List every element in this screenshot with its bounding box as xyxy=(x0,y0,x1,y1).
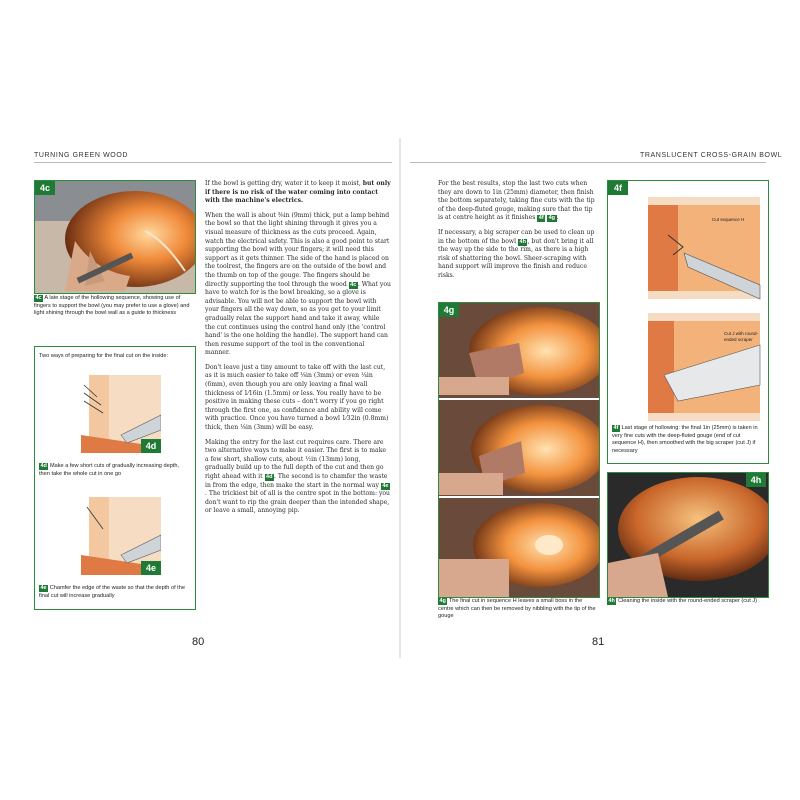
diagram-4f xyxy=(607,180,769,464)
paragraph xyxy=(205,180,391,206)
diagram-box-4d-4e xyxy=(34,346,196,610)
diagram-4d xyxy=(69,375,161,453)
text-run: For the best results, stop the last two cuts when they are down to 1in (25mm) diameter, then finish the bottom separately, taking fine cuts with the tip of the deep-fluted gouge, making sure that the tip is at centre height as it finishes xyxy=(438,180,595,222)
caption-text: Cleaning the inside with the round-ended scraper (cut J) xyxy=(617,598,757,604)
caption-text: Make a few short cuts of gradually increasing depth, then take the whole cut in one go xyxy=(39,463,180,477)
caption-tag: 4d xyxy=(40,463,47,469)
diagram-4e-label: 4e xyxy=(141,561,161,575)
diagram-4e xyxy=(69,497,161,575)
photo-4c xyxy=(34,180,196,294)
caption-tag: 4e xyxy=(40,585,47,591)
right-text-column xyxy=(438,180,598,287)
text-run: If necessary, a big scraper can be used to clean up in the bottom of the bowl xyxy=(438,228,595,245)
paragraph: Don't leave just a tiny amount to take off with the last cut, as it is much easier to take off ⅛in (3mm) or even ¼in (6mm), even though you are only leaving a final wall thickness of 1⁄16in (1.5mm) or less. You really have to be positive in making these cuts – don't worry if you go right through the first one, as confidence and ability will come with practice. Once you have turned a bowl 1⁄32in (0.8mm) thick, then ⅛in (3mm) will be easy. xyxy=(205,363,389,432)
bold-warning: but only if there is no risk of the water coming into contact with the machine's electrics. xyxy=(205,180,391,205)
caption-tag: 4h xyxy=(608,598,615,604)
figure-ref: 4g xyxy=(548,215,556,222)
caption-tag: 4f xyxy=(613,425,619,431)
paragraph xyxy=(205,212,391,358)
text-run: If the bowl is getting dry, water it to keep it moist, xyxy=(205,180,363,187)
caption-text: Chamfer the edge of the waste so that the depth of the final cut will increase gradually xyxy=(39,585,185,599)
photo-4h-caption xyxy=(607,598,767,606)
text-run: . The second is to chamfer the waste in from the edge, then make the start in the normal way xyxy=(205,473,388,489)
paragraph xyxy=(438,180,598,223)
diagram-4f-caption xyxy=(612,425,764,455)
photo-4c-caption xyxy=(34,295,194,318)
text-run: Making the entry for the last cut requires care. There are two alternative ways to make it easier. The first is to make a few short, shallow cuts, about ½in (13mm) long, gradually build up to the full depth of the cut and then go right ahead with it xyxy=(205,438,386,480)
photo-4g-caption xyxy=(438,598,598,621)
caption-text: Last stage of hollowing: the final 1in (25mm) is taken in very fine cuts with the deep-fluted gouge (end of cut sequence H), then smoothed with the big scraper (cut J) if necessary xyxy=(612,425,758,454)
figure-ref: 4d xyxy=(266,474,273,480)
text-run: . xyxy=(556,214,559,222)
diagram-4d-caption xyxy=(39,463,191,478)
photo-4g-label: 4g xyxy=(439,303,459,317)
diagram-4f-label: 4f xyxy=(608,181,628,195)
left-running-head: TURNING GREEN WOOD xyxy=(34,152,129,159)
photo-4g xyxy=(438,302,600,598)
photo-4h-label: 4h xyxy=(746,473,766,487)
text-run: When the wall is about ⅜in (9mm) thick, put a lamp behind the bowl so that the light shining through it gives you a visual measure of thickness as the cuts proceed. Again, watch the electrical safety. This is also a good point to start supporting the bowl with your fingers; it will need this support as it gets thinner. The side of the hand is placed on the toolrest, the fingers are on the outside of the bowl and the thumb on top of the gouge. The fingers should be directly supporting the tool through the wood xyxy=(205,211,390,288)
text-run: . The trickiest bit of all is the centre spot in the bottom: you don't want to rip the grain deeper than the intended shape, or leave a small, annoying pip. xyxy=(205,490,390,515)
paragraph xyxy=(438,229,598,281)
paragraph xyxy=(205,439,391,516)
left-page-number: 80 xyxy=(192,636,205,648)
right-page-number: 81 xyxy=(592,636,605,648)
photo-4h xyxy=(607,472,769,598)
left-header-rule xyxy=(34,162,392,163)
text-run: . What you have to watch for is the bowl breaking, so a glove is advisable. You will not be able to support the bowl with your fingers all the way down, so as you get to your limit gradually relax the support hand and take it away, while the cut continues using the control hand only (the 'control hand' is the one holding the handle). The support hand can then resume support of the tool in the conventional manner. xyxy=(205,280,391,357)
right-header-rule xyxy=(410,162,766,163)
book-spine xyxy=(399,138,401,658)
left-text-column xyxy=(205,180,391,522)
caption-text: A late stage of the hollowing sequence, showing use of fingers to support the bowl (you may prefer to use a glove) and light shining through the bowl wall as a guide to thickness xyxy=(34,295,190,317)
diagram-4d-label: 4d xyxy=(141,439,161,453)
caption-tag: 4g xyxy=(439,598,446,604)
caption-text: The final cut in sequence H leaves a small boss in the centre which can then be removed by nibbling with the tip of the gouge xyxy=(438,598,596,620)
photo-4c-label: 4c xyxy=(35,181,55,195)
figure-ref: 4h xyxy=(519,238,526,245)
cut-j-label: Cut J with round-ended scraper xyxy=(724,331,759,342)
diagram-box-intro: Two ways of preparing for the final cut on the inside: xyxy=(39,353,169,359)
figure-ref: 4e xyxy=(382,482,389,489)
caption-tag: 4c xyxy=(35,295,42,301)
cut-sequence-label: Cut sequence H xyxy=(712,217,745,222)
figure-ref: 4c xyxy=(350,281,357,288)
figure-ref: 4f xyxy=(538,215,544,222)
text-run: , but don't bring it all the way up the side to the rim, as there is a high risk of shattering the bowl. Sheer-scraping with hand support will improve the finish and reduce risks. xyxy=(438,237,594,279)
diagram-4e-caption xyxy=(39,585,191,600)
right-running-head: TRANSLUCENT CROSS-GRAIN BOWL xyxy=(640,152,783,159)
